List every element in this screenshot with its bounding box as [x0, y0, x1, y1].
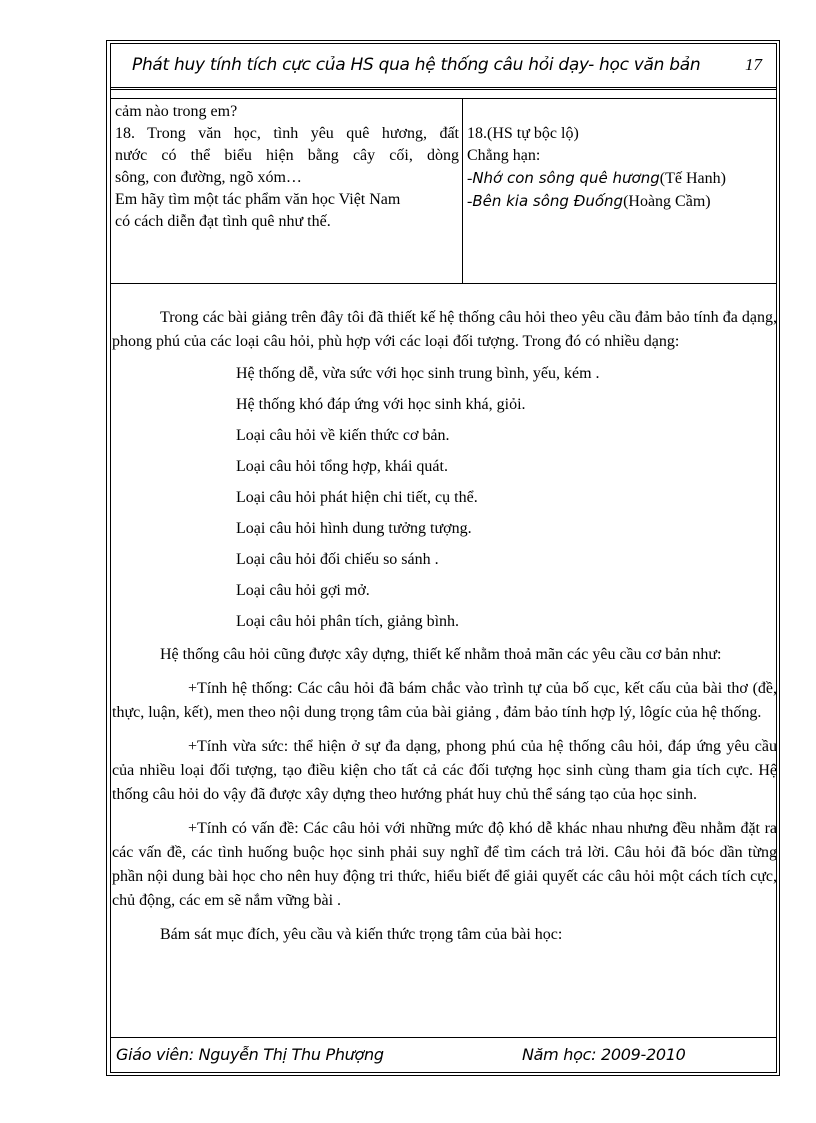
answer-cell: [467, 123, 772, 213]
header-rule: [110, 87, 777, 90]
body-text: [112, 306, 777, 947]
header-title: Phát huy tính tích cực của HS qua hệ thống câu hỏi dạy- học văn bản: [132, 55, 701, 75]
question-line: 18. Trong văn học, tình yêu quê hương, đất: [115, 125, 459, 142]
list-item: Loại câu hỏi phát hiện chi tiết, cụ thể.: [236, 489, 478, 506]
page-number: 17: [745, 55, 762, 74]
question-line: Em hãy tìm một tác phẩm văn học Việt Nam: [115, 191, 401, 208]
example-work-title: Nhớ con sông quê hương: [472, 169, 660, 187]
requirement-suitability: +Tính vừa sức: thể hiện ở sự đa dạng, phong phú của hệ thống câu hỏi, đáp ứng yêu cầu của nhiều loại đối tượng, tạo điều kiện cho tất cả các đối tượng học sinh cùng tham gia tích cực. Hệ thống câu hỏi do vậy đã được xây dựng theo hướng phát huy chủ thể sáng tạo của học sinh.: [112, 738, 777, 803]
list-item: Loại câu hỏi đối chiếu so sánh .: [236, 551, 439, 568]
list-item: Loại câu hỏi hình dung tưởng tượng.: [236, 520, 472, 537]
answer-example: [467, 167, 772, 190]
requirements-intro: Hệ thống câu hỏi cũng được xây dựng, thiết kế nhằm thoả mãn các yêu cầu cơ bản như:: [160, 646, 722, 663]
footer-school-year: Năm học: 2009-2010: [522, 1045, 686, 1064]
question-line: sông, con đường, ngõ xóm…: [115, 169, 302, 186]
requirement-problem: +Tính có vấn đề: Các câu hỏi với những mức độ khó dễ khác nhau nhưng đều nhằm đặt ra các vấn đề, các tình huống buộc học sinh phải suy nghĩ để tìm cách trả lời. Câu hỏi đã bóc dần từng phần nội dung bài học cho nên huy động tri thức, hiểu biết để giải quyết các câu hỏi một cách tích cực, chủ động, các em sẽ nắm vững bài .: [112, 820, 777, 909]
example-work-title: Bên kia sông Đuống: [472, 192, 624, 210]
question-line: nước có thể biểu hiện bằng cây cối, dòng: [115, 147, 459, 164]
requirement-system: +Tính hệ thống: Các câu hỏi đã bám chắc vào trình tự của bố cục, kết cấu của bài thơ (đề, thực, luận, kết), men theo nội dung trọng tâm của bài giảng , đảm bảo tính hợp lý, lôgíc của hệ thống.: [112, 680, 777, 721]
table-column-divider: [462, 99, 463, 283]
list-item: Hệ thống khó đáp ứng với học sinh khá, giỏi.: [236, 396, 526, 413]
answer-line: Chẳng hạn:: [467, 147, 541, 164]
question-answer-table: [110, 98, 777, 284]
question-line: có cách diễn đạt tình quê như thế.: [115, 213, 331, 230]
footer-teacher: Giáo viên: Nguyễn Thị Thu Phượng: [116, 1045, 384, 1064]
list-item: Loại câu hỏi gợi mở.: [236, 582, 370, 599]
example-dash: -: [467, 170, 473, 187]
list-item: Loại câu hỏi tổng hợp, khái quát.: [236, 458, 448, 475]
question-type-list: [236, 358, 777, 637]
list-item: Loại câu hỏi phân tích, giảng bình.: [236, 613, 460, 630]
example-dash: -: [467, 193, 473, 210]
footer-rule: [110, 1037, 777, 1038]
question-cell: [115, 101, 459, 233]
intro-paragraph: Trong các bài giảng trên đây tôi đã thiết kế hệ thống câu hỏi theo yêu cầu đảm bảo tính đa dạng, phong phú của các loại câu hỏi, phù hợp với các loại đối tượng. Trong đó có nhiều dạng:: [112, 309, 777, 350]
example-author: (Tế Hanh): [659, 170, 726, 187]
closing-line: Bám sát mục đích, yêu cầu và kiến thức trọng tâm của bài học:: [160, 926, 563, 943]
question-line: cảm nào trong em?: [115, 103, 238, 120]
answer-line: 18.(HS tự bộc lộ): [467, 125, 579, 142]
example-author: (Hoàng Cầm): [623, 193, 711, 210]
list-item: Hệ thống dễ, vừa sức với học sinh trung bình, yếu, kém .: [236, 365, 600, 382]
list-item: Loại câu hỏi về kiến thức cơ bản.: [236, 427, 450, 444]
answer-example: [467, 190, 772, 213]
